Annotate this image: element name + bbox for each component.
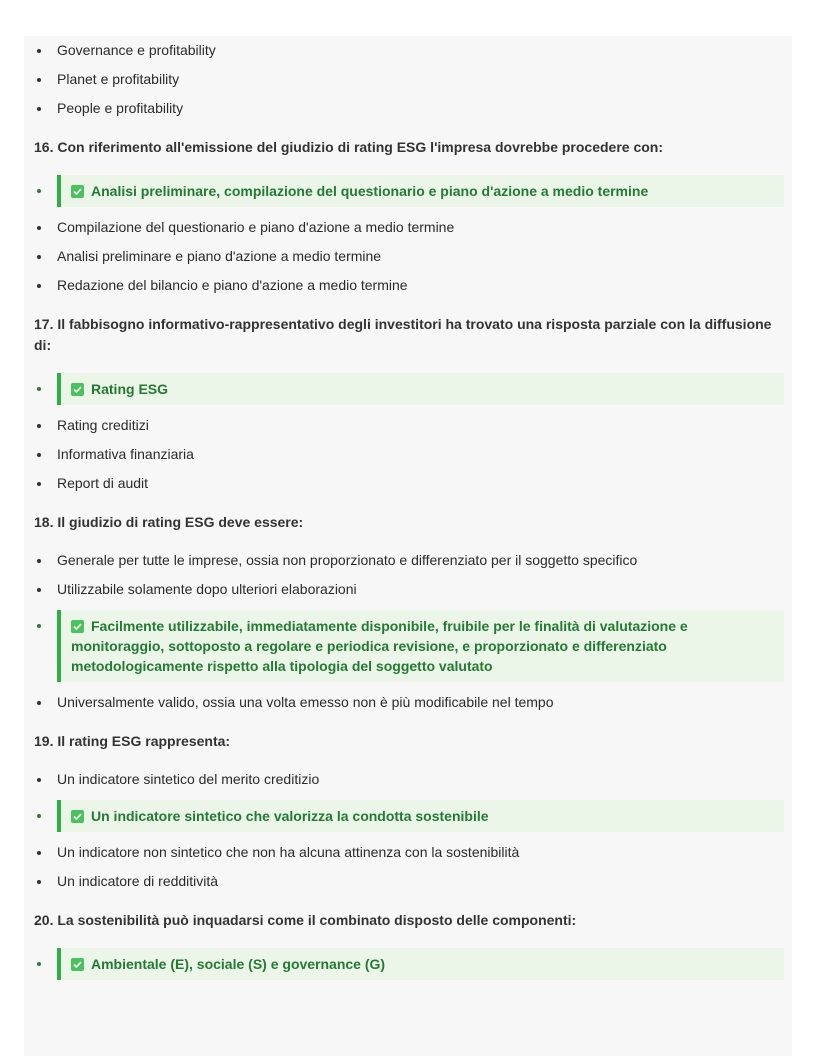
option-item: Utilizzabile solamente dopo ulteriori elaborazioni: [34, 575, 784, 604]
option-item: Un indicatore di redditività: [34, 867, 784, 896]
correct-answer-box: [57, 610, 784, 682]
q15-options: [34, 36, 784, 123]
question-16: 16. Con riferimento all'emissione del giudizio di rating ESG l'impresa dovrebbe procedere con:: [34, 139, 664, 155]
correct-answer-box: [57, 175, 784, 207]
correct-answer-text: Rating ESG: [91, 381, 169, 397]
q20-options: [34, 944, 784, 984]
correct-answer-text: Un indicatore sintetico che valorizza la condotta sostenibile: [91, 808, 489, 824]
option-item: Analisi preliminare e piano d'azione a medio termine: [34, 242, 784, 271]
correct-option-item: [34, 171, 784, 211]
option-item: Un indicatore sintetico del merito creditizio: [34, 765, 784, 794]
check-box-icon: [71, 185, 84, 198]
option-item: Report di audit: [34, 469, 784, 498]
q19-options: [34, 765, 784, 896]
correct-answer-box: [57, 373, 784, 405]
check-box-icon: [71, 620, 84, 633]
correct-answer-box: [57, 948, 784, 980]
question-19: 19. Il rating ESG rappresenta:: [34, 733, 231, 749]
q16-options: [34, 171, 784, 300]
question-18: 18. Il giudizio di rating ESG deve essere:: [34, 514, 304, 530]
quiz-panel: [24, 36, 792, 1056]
correct-answer-text: Analisi preliminare, compilazione del questionario e piano d'azione a medio termine: [91, 183, 649, 199]
q18-options: [34, 546, 784, 717]
q17-options: [34, 369, 784, 498]
option-item: Planet e profitability: [34, 65, 784, 94]
correct-option-item: [34, 944, 784, 984]
question-17: 17. Il fabbisogno informativo-rappresentativo degli investitori ha trovato una risposta parziale con la diffusione di:: [34, 316, 772, 353]
correct-option-item: [34, 796, 784, 836]
check-box-icon: [71, 383, 84, 396]
correct-answer-text: Ambientale (E), sociale (S) e governance (G): [91, 956, 386, 972]
correct-answer-text: Facilmente utilizzabile, immediatamente disponibile, fruibile per le finalità di valutazione e monitoraggio, sottoposto a regolare e periodica revisione, e proporzionato e differenziato metodologicamente rispetto alla tipologia del soggetto valutato: [71, 618, 688, 674]
check-box-icon: [71, 958, 84, 971]
option-item: Un indicatore non sintetico che non ha alcuna attinenza con la sostenibilità: [34, 838, 784, 867]
option-item: Rating creditizi: [34, 411, 784, 440]
option-item: Compilazione del questionario e piano d'azione a medio termine: [34, 213, 784, 242]
option-item: Generale per tutte le imprese, ossia non proporzionato e differenziato per il soggetto specifico: [34, 546, 784, 575]
correct-answer-box: [57, 800, 784, 832]
option-item: Governance e profitability: [34, 36, 784, 65]
option-item: Informativa finanziaria: [34, 440, 784, 469]
check-box-icon: [71, 810, 84, 823]
option-item: Universalmente valido, ossia una volta emesso non è più modificabile nel tempo: [34, 688, 784, 717]
question-20: 20. La sostenibilità può inquadarsi come il combinato disposto delle componenti:: [34, 912, 577, 928]
correct-option-item: [34, 369, 784, 409]
correct-option-item: [34, 606, 784, 686]
option-item: People e profitability: [34, 94, 784, 123]
option-item: Redazione del bilancio e piano d'azione a medio termine: [34, 271, 784, 300]
